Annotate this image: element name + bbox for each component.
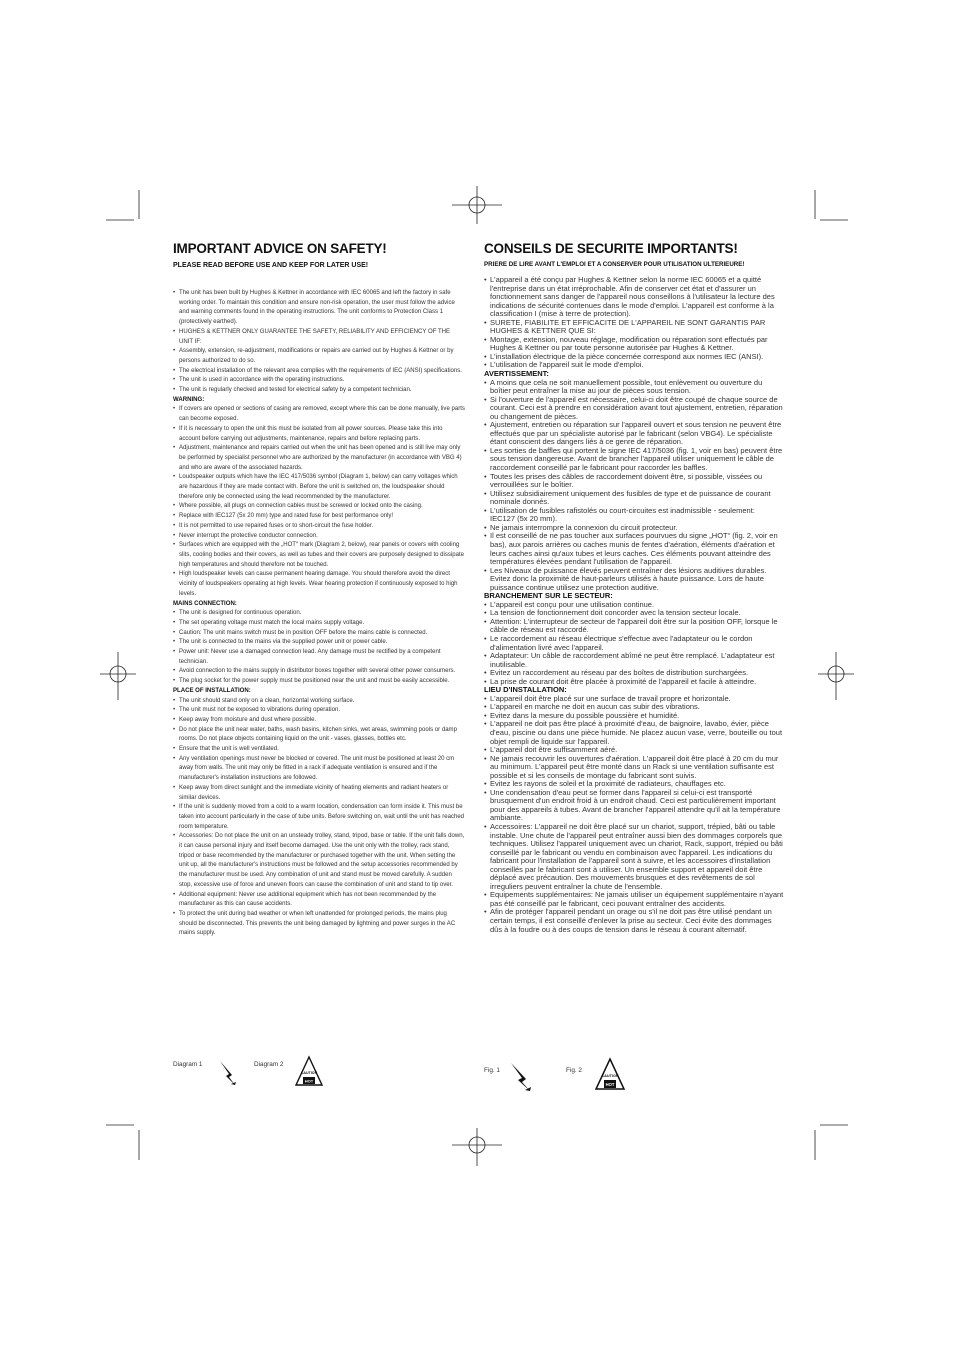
english-title: IMPORTANT ADVICE ON SAFETY! <box>173 241 387 256</box>
bullet-item: • Adaptateur: Un câble de raccordement abîmé ne peut être remplacé. L'adaptateur est inutilisable. <box>484 652 784 669</box>
bullet-item: • Les Niveaux de puissance élevés peuvent entraîner des lésions auditives durables. Evitez donc la proximité de haut-parleurs utilisés à haute puissance. Lors de haute puissance continue utilisez une protection auditive. <box>484 567 784 593</box>
bullet-item: • Additional equipment: Never use additional equipment which has not been recommended by the manufacturer as this can cause accidents. <box>173 891 465 910</box>
bullet-item: • If it is necessary to open the unit this must be isolated from all power sources. Please take this into account before carrying out adjustments, maintenance, repairs and before replacing parts. <box>173 425 465 444</box>
section-heading: BRANCHEMENT SUR LE SECTEUR: <box>484 591 613 601</box>
lightning-bolt-icon <box>217 1059 243 1087</box>
bullet-item: • SURETE, FIABILITE ET EFFICACITE DE L'APPAREIL NE SONT GARANTIS PAR HUGHES & KETTNER QUE SI: <box>484 319 784 336</box>
bullet-item: • Accessories: Do not place the unit on an unsteady trolley, stand, tripod, base or table. If the unit falls down, it can cause personal injury and itself become damaged. Use the unit only with the trolley, rack stand, tripod or base recommended by the manufacturer or purchased together with the unit. When setting the unit up, all the manufacturer's instructions must be followed and the setup accessories recommended by the manufacturer must be used. Any combination of unit and stand must be moved carefully. A sudden stop, excessive use of force and uneven floors can cause the combination of unit and stand to tip over. <box>173 832 465 890</box>
bullet-item: • Replace with IEC127 (5x 20 mm) type and rated fuse for best performance only! <box>173 512 465 522</box>
hot-sign-line2: HOT <box>304 1078 314 1084</box>
lightning-bolt-icon <box>508 1061 538 1093</box>
bullet-item: • The unit has been built by Hughes & Kettner in accordance with IEC 60065 and left the factory in safe working order. To maintain this condition and ensure non-risk operation, the user must follow the advice and warning comments found in the operating instructions. The unit conforms to Protection Class 1 (protectively earthed). <box>173 289 465 328</box>
bullet-item: • Une condensation d'eau peut se former dans l'appareil si celui-ci est transporté brusquement d'un endroit froid à un endroit chaud. Ceci est particulièrement important pour des appareils à tubes. Avant de brancher l'appareil attendre qu'il ait la température ambiante. <box>484 789 784 823</box>
section-heading: WARNING: <box>173 396 205 403</box>
bullet-item: • The unit is used in accordance with the operating instructions. <box>173 376 465 386</box>
bullet-item: • The unit is regularly checked and tested for electrical safety by a competent technician. <box>173 386 465 396</box>
section-heading: PLACE OF INSTALLATION: <box>173 687 251 694</box>
bullet-item: • Le raccordement au réseau électrique s'effectue avec l'adaptateur ou le cordon d'alimentation livré avec l'appareil. <box>484 635 784 652</box>
bullet-item: • Keep away from moisture and dust where possible. <box>173 716 465 726</box>
bullet-item: • If covers are opened or sections of casing are removed, except where this can be done manually, live parts can become exposed. <box>173 405 465 424</box>
section-heading: LIEU D'INSTALLATION: <box>484 685 567 695</box>
french-safety-column <box>484 241 784 934</box>
bullet-item: • L'appareil est conçu pour une utilisation continue. <box>484 601 784 610</box>
bullet-item: • La tension de fonctionnement doit concorder avec la tension secteur locale. <box>484 609 784 618</box>
bullet-item: • Never interrupt the protective conductor connection. <box>173 532 465 542</box>
hot-surface-warning-icon <box>294 1055 324 1087</box>
bullet-item: • Il est conseillé de ne pas toucher aux surfaces pourvues du signe „HOT“ (fig. 2, voir en bas), aux parois arrières ou caches munis de fentes d'aération, éléments d'aération et leurs caches ainsi qu'aux tubes et leurs caches. Ces éléments pouvant atteindre des températures élevées pendant l'utilisation de l'appareil. <box>484 532 784 566</box>
bullet-item: • L'utilisation de fusibles rafistolés ou court-circuites est inadmissible - seulement: <box>484 507 784 516</box>
bullet-item: • Ne jamais recouvrir les ouvertures d'aération. L'appareil doit être placé à 20 cm du mur au minimum. L'appareil peut être monté dans un Rack si une ventilation suffisante est possible et si les conseils de montage du fabricant sont suivis. <box>484 755 784 781</box>
bullet-item: • High loudspeaker levels can cause permanent hearing damage. You should therefore avoid the direct vicinity of loudspeakers operating at high levels. Wear hearing protection if continuously exposed to high levels. <box>173 570 465 599</box>
bullet-item: • Afin de protéger l'appareil pendant un orage ou s'il ne doit pas être utilisé pendant un certain temps, il est conseillé d'enlever la prise au secteur. Ceci évite des dommages dûs à la foudre ou à des coups de tension dans le réseau à courant alternatif. <box>484 908 784 934</box>
french-title: CONSEILS DE SECURITE IMPORTANTS! <box>484 241 738 256</box>
figure-2-label: Fig. 2 <box>566 1067 582 1074</box>
bullet-item: • Keep away from direct sunlight and the immediate vicinity of heating elements and radiant heaters or similar devices. <box>173 784 465 803</box>
bullet-item: • Evitez un raccordement au réseau par des boîtes de distribution surchargées. <box>484 669 784 678</box>
figure-1-label: Fig. 1 <box>484 1067 500 1074</box>
bullet-item: • Ajustement, entretien ou réparation sur l'appareil ouvert et sous tension ne peuvent être effectués que par un spécialiste autorisé par le fabricant (selon VBG4). Le spécialiste étant conscient des dangers liés à ce genre de réparation. <box>484 421 784 447</box>
bullet-item: • It is not permitted to use repaired fuses or to short-circuit the fuse holder. <box>173 522 465 532</box>
bullet-item: • Evitez dans la mesure du possible poussière et humidité. <box>484 712 784 721</box>
bullet-item: • Ne jamais interrompre la connexion du circuit protecteur. <box>484 524 784 533</box>
bullet-item: • L'appareil ne doit pas être placé à proximité d'eau, de baignoire, lavabo, évier, pièce d'eau, piscine ou dans une pièce humide. Ne placez aucun vase, verre, bouteille ou tout objet rempli de liquide sur l'appareil. <box>484 720 784 746</box>
bullet-item: • The unit must not be exposed to vibrations during operation. <box>173 706 465 716</box>
bullet-item: • The unit is designed for continuous operation. <box>173 609 465 619</box>
bullet-item: • Assembly, extension, re-adjustment, modifications or repairs are carried out by Hughes & Kettner or by persons authorized to do so. <box>173 347 465 366</box>
section-heading: AVERTISSEMENT: <box>484 369 549 379</box>
diagram-2-label: Diagram 2 <box>254 1061 284 1068</box>
bullet-item: • If the unit is suddenly moved from a cold to a warm location, condensation can form inside it. This must be taken into account particularly in the case of tube units. Before switching on, wait until the unit has reached room temperature. <box>173 803 465 832</box>
bullet-item: • Surfaces which are equipped with the „HOT“ mark (Diagram 2, below), rear panels or covers with cooling slits, cooling bodies and their covers, as well as tubes and their covers are purposely designed to dissipate high temperatures and should therefore not be touched. <box>173 541 465 570</box>
english-subtitle: PLEASE READ BEFORE USE AND KEEP FOR LATER USE! <box>173 262 369 269</box>
bullet-item: • Do not place the unit near water, baths, wash basins, kitchen sinks, wet areas, swimming pools or damp rooms. Do not place objects containing liquid on the unit - vases, glasses, bottles etc. <box>173 726 465 745</box>
bullet-item: • Where possible, all plugs on connection cables must be screwed or locked onto the casing. <box>173 502 465 512</box>
hot-sign-line1: CAUTION <box>300 1071 318 1075</box>
bullet-item: • HUGHES & KETTNER ONLY GUARANTEE THE SAFETY, RELIABILITY AND EFFICIENCY OF THE UNIT IF: <box>173 328 465 347</box>
bullet-item: • Attention: L'interrupteur de secteur de l'appareil doit être sur la position OFF, lorsque le câble de réseau est raccordé. <box>484 618 784 635</box>
bullet-item: • The set operating voltage must match the local mains supply voltage. <box>173 619 465 629</box>
bullet-item: • Montage, extension, nouveau réglage, modification ou réparation sont effectués par Hughes & Kettner ou par toute personne autorisée par Hughes & Kettner. <box>484 336 784 353</box>
english-body <box>173 289 465 939</box>
bullet-item: • Les sorties de baffles qui portent le signe IEC 417/5036 (fig. 1, voir en bas) peuvent être sous tension dangereuse. Avant de brancher l'appareil utiliser uniquement le câble de raccordement conseillé par le fabricant pour raccorder les baffles. <box>484 447 784 473</box>
bullet-item: • Evitez les rayons de soleil et la proximité de radiateurs, chauffages etc. <box>484 780 784 789</box>
bullet-item: • Ensure that the unit is well ventilated. <box>173 745 465 755</box>
bullet-item: • Any ventilation openings must never be blocked or covered. The unit must be positioned at least 20 cm away from walls. The unit may only be fitted in a rack if adequate ventilation is ensured and if the manufacturer's installation instructions are followed. <box>173 755 465 784</box>
bullet-item: • Adjustment, maintenance and repairs carried out when the unit has been opened and is still live may only be performed by specialist personnel who are authorized by the manufacturer (in accordance with VBG 4) and who are aware of the associated hazards. <box>173 444 465 473</box>
diagram-1-label: Diagram 1 <box>173 1061 203 1068</box>
bullet-item: • La prise de courant doit être placée à proximité de l'appareil et facile à atteindre. <box>484 678 784 687</box>
section-heading: MAINS CONNECTION: <box>173 600 237 607</box>
note-text: IEC127 (5x 20 mm). <box>490 514 558 524</box>
bullet-item: • The plug socket for the power supply must be positioned near the unit and must be easily accessible. <box>173 677 465 687</box>
bullet-item: • Loudspeaker outputs which have the IEC 417/5036 symbol (Diagram 1, below) can carry voltages which are hazardous if they are made contact with. Before the unit is switched on, the loudspeaker should therefore only be connected using the lead recommended by the manufacturer. <box>173 473 465 502</box>
bullet-item: • The unit should stand only on a clean, horizontal working surface. <box>173 697 465 707</box>
hot-surface-warning-icon <box>594 1057 626 1091</box>
bullet-item: • L'utilisation de l'appareil suit le mode d'emploi. <box>484 361 784 370</box>
bullet-item: • Toutes les prises des câbles de raccordement doivent être, si possible, vissées ou verrouillées sur le boîtier. <box>484 473 784 490</box>
bullet-item: • The unit is connected to the mains via the supplied power unit or power cable. <box>173 638 465 648</box>
bullet-item: • Caution: The unit mains switch must be in position OFF before the mains cable is connected. <box>173 629 465 639</box>
hot-sign-line2: HOT <box>605 1082 615 1087</box>
french-figures <box>484 1057 644 1091</box>
bullet-item: • Avoid connection to the mains supply in distributor boxes together with several other power consumers. <box>173 667 465 677</box>
bullet-item: • Power unit: Never use a damaged connection lead. Any damage must be rectified by a competent technician. <box>173 648 465 667</box>
english-safety-column <box>173 241 465 939</box>
bullet-item: • L'appareil a été conçu par Hughes & Kettner selon la norme IEC 60065 et a quitté l'entreprise dans un état irréprochable. Afin de conserver cet état et d'assurer un fonctionnement sans danger de l'appareil nous conseillons à l'utilisateur la lecture des indications de sécurité contenues dans le mode d'emploi. L'appareil est conforme à la classification I (mise à terre de protection). <box>484 276 784 319</box>
bullet-item: • The electrical installation of the relevant area complies with the requirements of IEC (ANSI) specifications. <box>173 367 465 377</box>
french-body <box>484 276 784 934</box>
bullet-item: • A moins que cela ne soit manuellement possible, tout enlèvement ou ouverture du boîtier peut entraîner la mise au jour de pièces sous tension. <box>484 379 784 396</box>
bullet-item: • To protect the unit during bad weather or when left unattended for prolonged periods, the mains plug should be disconnected. This prevents the unit being damaged by lightning and power surges in the AC mains supply. <box>173 910 465 939</box>
bullet-item: • L'appareil doit être placé sur une surface de travail propre et horizontale. <box>484 695 784 704</box>
french-subtitle: PRIERE DE LIRE AVANT L'EMPLOI ET A CONSERVER POUR UTILISATION ULTERIEURE! <box>484 261 745 268</box>
bullet-item: • L'appareil en marche ne doit en aucun cas subir des vibrations. <box>484 703 784 712</box>
bullet-item: • Accessoires: L'appareil ne doit être placé sur un chariot, support, trépied, bâti ou table instable. Une chute de l'appareil peut entraîner aussi bien des dommages corporels que techniques. Utilisez l'appareil uniquement avec un chariot, Rack, support, trépied ou bâti conseillé par le fabricant ou vendu en combinaison avec l'appareil. Les indications du fabricant pour l'installation de l'appareil sont à suivre, et les accessoires d'installation conseillés par le fabricant sont à utiliser. Un ensemble support et appareil doit être déplacé avec précaution. Des mouvements brusques et des revêtements de sol irreguliers peuvent entraîner la chute de l'ensemble. <box>484 823 784 891</box>
bullet-item: • L'installation électrique de la pièce concernée correspond aux normes IEC (ANSI). <box>484 353 784 362</box>
english-diagrams <box>173 1055 333 1089</box>
bullet-item: • Utilisez subsidiairement uniquement des fusibles de type et de puissance de courant nominale donnés. <box>484 490 784 507</box>
bullet-item: • Si l'ouverture de l'appareil est nécessaire, celui-ci doit être coupé de chaque source de courant. Ceci est à prendre en considération avant tout ajustement, entretien, réparation ou changement de pièces. <box>484 396 784 422</box>
hot-sign-line1: CAUTION <box>601 1074 619 1078</box>
bullet-item: • Equipements supplémentaires: Ne jamais utiliser un équipement supplémentaire n'ayant pas été conseillé par le fabricant, ceci pouvant entraîner des accidents. <box>484 891 784 908</box>
bullet-item: • L'appareil doit être suffisamment aéré. <box>484 746 784 755</box>
